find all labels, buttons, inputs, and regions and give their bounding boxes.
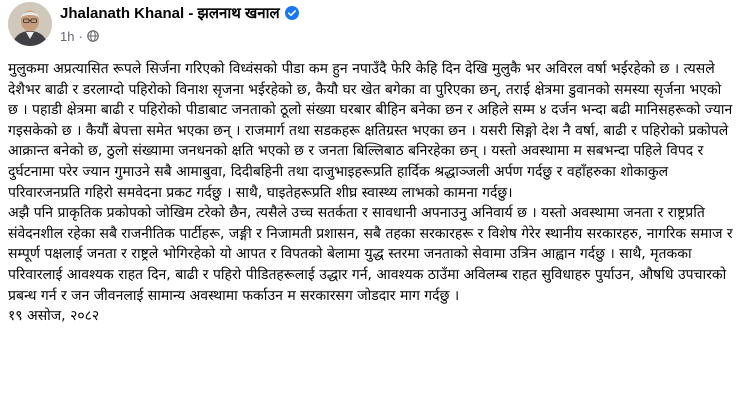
- post-body: [8, 59, 734, 327]
- post-paragraph-1: मुलुकमा अप्रत्यासित रूपले सिर्जना गरिएको विध्वंसको पीडा कम हुन नपाउँदै फेरि केहि दिन देखि मुलुकै भर अविरल वर्षा भईरहेको छ । त्यसले देशैभर बाढी र डरलाग्दो पहिरोको विनाश सृजना भईरहेको छ, कैयौ घर खेत बगेका वा पुरिएका छन्, तराई क्षेत्रमा डुवानको समस्या सृर्जना भएको छ । पहाडी क्षेत्रमा बाढी र पहिरोको पीडाबाट जनताको ठूलो संख्या घरबार बीहिन बनेका छन र अहिले सम्म ४ दर्जन भन्दा बढी मानिसहरूको ज्यान गइसकेको छ । कैयौं बेपत्ता समेत भएका छन् । राजमार्ग तथा सडकहरू क्षतिग्रस्त भएका छन । यसरी सिङ्गो देश नै वर्षा, बाढी र पहिरोको प्रकोपले आक्रान्त बनेको छ, ठुलो संख्यामा जनधनको क्षति भएको छ र जनता बिल्लिबाठ बनिरहेका छन् । यस्तो अवस्थामा म सबभन्दा पहिले विपद र दुर्घटनामा परेर ज्यान गुमाउने सबै आमाबुवा, दिदीबहिनी तथा दाजुभाइहरूप्रति हार्दिक श्रद्धाञ्जली अर्पण गर्दछु र वहाँहरुका शोकाकुल परिवारजनप्रति गहिरो समवेदना प्रकट गर्दछु । साथै, घाइतेहरूप्रति शीघ्र स्वास्थ्य लाभको कामना गर्दछु।: [8, 61, 733, 201]
- post-date: १९ असोज, २०८२: [8, 308, 100, 325]
- globe-icon[interactable]: [87, 30, 99, 42]
- author-avatar[interactable]: [8, 2, 52, 46]
- post-timestamp[interactable]: 1h: [60, 28, 75, 44]
- avatar-portrait: [8, 2, 52, 46]
- meta-separator: ·: [78, 28, 83, 44]
- post-paragraph-2: अझै पनि प्राकृतिक प्रकोपको जोखिम टरेको छैन, त्यसैले उच्च सतर्कता र सावधानी अपनाउनु अनिवार्य छ । यस्तो अवस्थामा जनता र राष्ट्रप्रति संवेदनशील रहेका सबै राजनीतिक पार्टीहरू, जङ्गी र निजामती प्रशासन, सबै तहका सरकारहरू र विशेष गेरेर स्थानीय सरकारहरु, नागरिक समाज र सम्पूर्ण पक्षलाई जनता र राष्ट्रले भोगिरहेको यो आपत र विपतको बेलामा युद्ध स्तरमा जनताको सेवामा उत्रिन आह्वान गर्दछु । साथै, मृतकका परिवारलाई आवश्यक राहत दिन, बाढी र पहिरो पीडितहरूलाई उद्धार गर्न, आवश्यक ठाउँमा अविलम्ब राहत सुविधाहरु पुर्याउन, औषधि उपचारको प्रबन्ध गर्न र जन जीवनलाई सामान्य अवस्थामा फर्काउन म सरकारसग जोडदार माग गर्दछु ।: [8, 205, 733, 304]
- author-name[interactable]: Jhalanath Khanal - झलनाथ खनाल: [60, 5, 280, 22]
- author-name-row: [60, 2, 299, 24]
- post-header: [0, 0, 737, 56]
- verified-badge-icon: [285, 6, 299, 20]
- post-meta: [60, 28, 99, 44]
